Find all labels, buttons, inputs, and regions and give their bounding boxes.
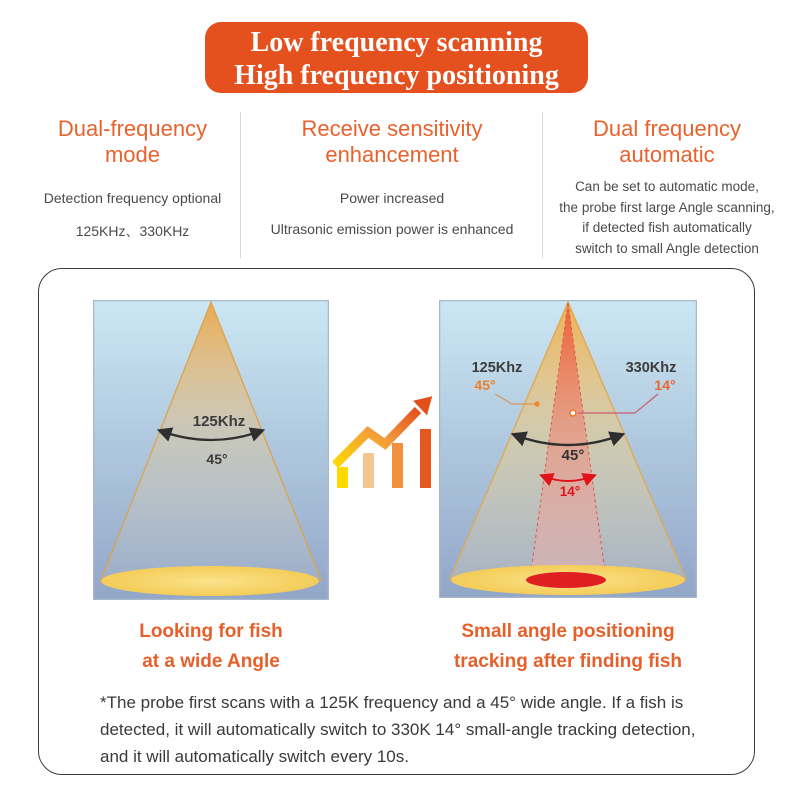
seabed-spot xyxy=(101,566,319,596)
feature-body: Can be set to automatic mode, the probe first large Angle scanning, if detected fish automatically switch to small Angle detection xyxy=(559,179,775,256)
feature-receive-sensitivity xyxy=(248,116,536,252)
wide-arc-angle-label: 45° xyxy=(561,447,585,464)
footnote-line: and it will automatically switch every 10s. xyxy=(100,747,409,766)
wide-beam-dot xyxy=(534,401,539,406)
frequency-label: 125Khz xyxy=(192,413,246,430)
bar-1 xyxy=(337,467,348,488)
column-divider xyxy=(240,112,241,258)
bar-3 xyxy=(392,443,403,488)
narrow-arc-angle-label: 14° xyxy=(559,484,581,499)
banner-line2: High frequency positioning xyxy=(234,60,559,91)
feature-dual-frequency-mode xyxy=(30,116,235,256)
column-divider xyxy=(542,112,543,258)
growth-chart-icon xyxy=(333,388,438,493)
feature-dual-frequency-automatic xyxy=(548,116,786,259)
banner-line1: Low frequency scanning xyxy=(250,27,543,58)
angle-label: 45° xyxy=(206,451,228,467)
wide-angle-sonar-diagram xyxy=(93,300,329,600)
feature-body: Power increased Ultrasonic emission power is enhanced xyxy=(270,190,514,237)
footnote-line: detected, it will automatically switch to 330K 14° small-angle tracking detection, xyxy=(100,720,696,739)
footnote-line: *The probe first scans with a 125K frequency and a 45° wide angle. If a fish is xyxy=(100,693,684,712)
narrow-frequency-label: 330Khz xyxy=(625,360,677,376)
footnote xyxy=(100,689,730,770)
right-diagram-caption: Small angle positioning tracking after finding fish xyxy=(453,621,683,672)
dual-beam-sonar-diagram xyxy=(439,300,697,598)
feature-body: Detection frequency optional 125KHz、330KHz xyxy=(43,190,222,239)
left-diagram-caption: Looking for fish at a wide Angle xyxy=(139,621,283,672)
narrow-beam-dot xyxy=(570,410,576,416)
feature-title: Dual-frequency mode xyxy=(57,116,208,167)
bar-4 xyxy=(420,429,431,488)
wide-angle-label: 45° xyxy=(474,377,496,393)
trend-arrow-line xyxy=(335,410,418,465)
banner xyxy=(205,22,588,93)
bar-2 xyxy=(363,453,374,488)
fish-target xyxy=(526,572,606,588)
feature-title: Dual frequency automatic xyxy=(593,116,741,167)
feature-title: Receive sensitivity enhancement xyxy=(301,116,483,167)
narrow-angle-label: 14° xyxy=(654,377,676,393)
wide-frequency-label: 125Khz xyxy=(471,360,523,376)
